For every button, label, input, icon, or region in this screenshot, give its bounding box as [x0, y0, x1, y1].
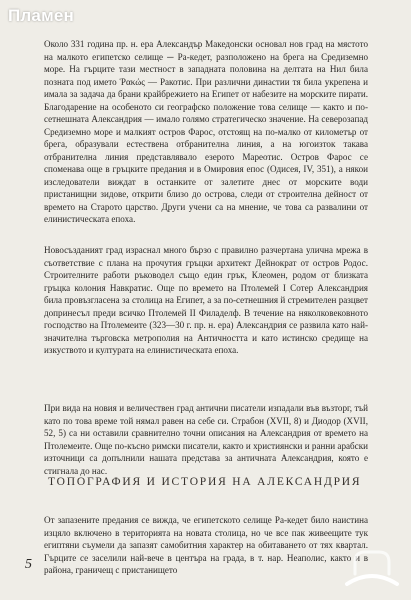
page-number: 5 — [25, 557, 32, 572]
paragraph-4: От запазените предания се вижда, че египетското селище Ра-кедет било наистина изцяло включено в територията на новата столица, но че все пак живеещите тук египтяни съумели да запазят самобитния характер на обитаването от тях квартал. Гърците се заселили най-вече в центъра на града, в т. нар. Неаполис, както и в района, граничещ с пристанището — [44, 515, 368, 575]
section-heading: ТОПОГРАФИЯ И ИСТОРИЯ НА АЛЕКСАНДРИЯ — [48, 476, 362, 488]
paragraph-2: Новосъзданият град израснал много бързо с правилно разчертана улична мрежа в съответствие с плана на прочутия гръцки архитект Дейнократ от остров Родос. Строителните работи ръководел също един грък, Клеомен, родом от близката гръцка колония Навкратис. Още по времето на Птолемей I Сотер Александрия била провъзгласена за столица на Египет, а за по-сетнешния й стремителен разцвет допринесъл преди всичко Птолемей II Филаделф. В течение на няколковековното господство на Птолемеите (323—30 г. пр. н. ера) Александрия се развила като най-значителна търговска метрополия на Античността и като истинско средище на изкуството и културата на елинистическата епоха. — [44, 245, 368, 355]
watermark: Пламен — [8, 6, 74, 25]
smiling-bag-logo-icon — [343, 544, 401, 590]
paragraph-1: Около 331 година пр. н. ера Александър Македонски основал нов град на мястото на малкото египетско селище ─ Ра-кедет, разположено на брега на Средиземно море. На гърците тази местност в западната половина на делтата на Нил била позната под името Ῥακώς — Ракотис. При различни династии тя била укрепена и имала за задача да брани крайбрежието на Египет от набезите на морските пирати. Благодарение на особеното си географско положение това селище — както и по-сетнешната Александрия — имало голямо стратегическо значение. На северозапад Средиземно море и малкият остров Фарос, отстоящ на по-малко от километър от брега, образували естествена отбранителна линия, а на югоизток такава отбранителна линия представлявало езерото Мареотис. Остров Фарос се споменава още в гръцките предания и в Омировия епос (Одисея, IV, 351), а някои изследователи виждат в останките от залетите днес от морските води пристанищни зидове, открити близо до острова, следи от строителна дейност от времето на Старото царство. Други учени са на мнение, че това са развалини от елинистическата епоха. — [44, 39, 368, 224]
paragraph-3: При вида на новия и величествен град антични писатели изпадали във възторг, тъй като по това време той нямал равен на себе си. Страбон (XVII, 8) и Диодор (XVII, 52, 5) са ни оставили сравнително точни описания на Александрия от времето на Птолемеите. Още по-късно римски писатели, както и християнски и ранни арабски източници са допълнили нашата представа за античната Александрия, която е стигнала до нас. — [44, 403, 368, 476]
